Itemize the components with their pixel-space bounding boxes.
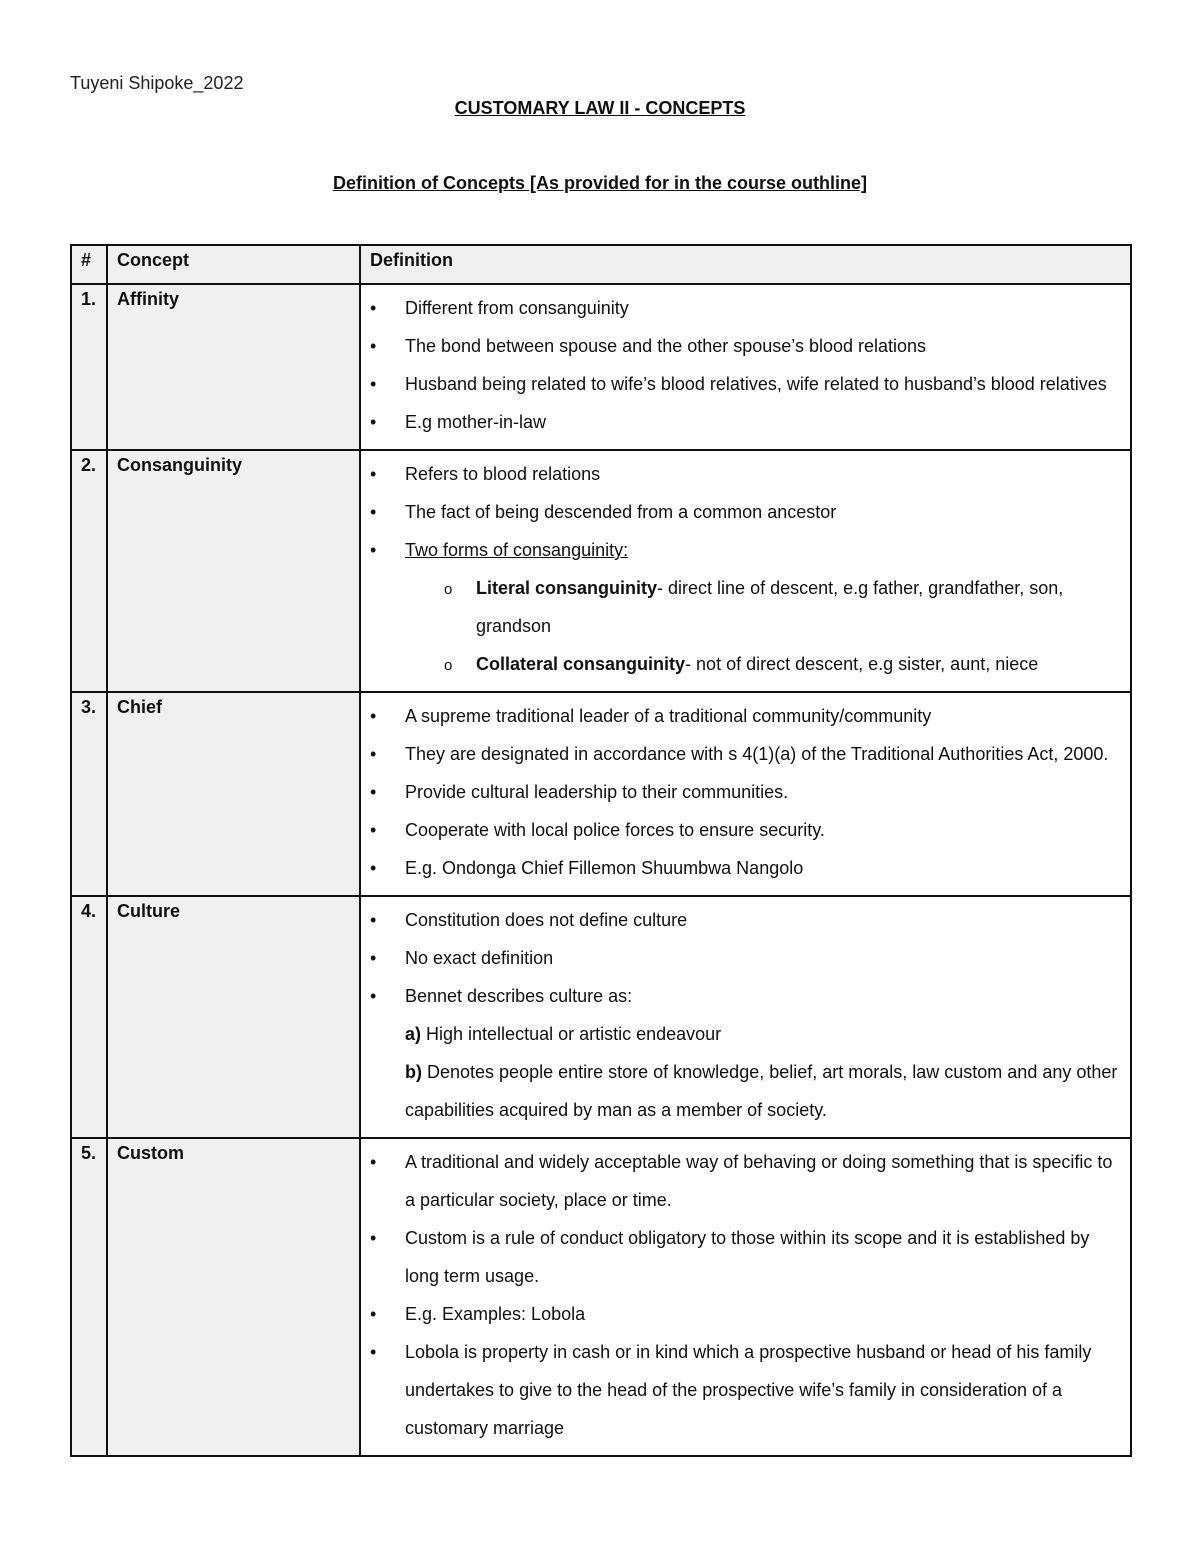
definition-item: • Different from consanguinity (361, 289, 1130, 327)
definition-item: • A traditional and widely acceptable way of behaving or doing something that is specific to a particular society, place or time. (361, 1143, 1130, 1219)
header-number: # (71, 245, 107, 284)
definition-list (361, 451, 1130, 691)
item-text: High intellectual or artistic endeavour (421, 1024, 722, 1044)
definition-item: • Refers to blood relations (361, 455, 1130, 493)
definition-item: • No exact definition (361, 939, 1130, 977)
table-row-consanguinity (71, 450, 1131, 692)
lettered-item (361, 1053, 1130, 1129)
sub-text: - direct line of descent, e.g father, grandfather, son, grandson (476, 578, 1064, 636)
table-row-chief (71, 692, 1131, 896)
concept-name: Chief (117, 697, 162, 717)
concept-name: Custom (117, 1143, 184, 1163)
definition-item: • Provide cultural leadership to their communities. (361, 773, 1130, 811)
document-title: CUSTOMARY LAW II - CONCEPTS (454, 98, 746, 118)
item-text: Denotes people entire store of knowledge, belief, art morals, law custom and any other capabilities acquired by man as a member of society. (405, 1062, 1118, 1120)
item-letter: b) (405, 1062, 422, 1082)
definition-item: • Custom is a rule of conduct obligatory to those within its scope and it is established by long term usage. (361, 1219, 1130, 1295)
definition-item: • The fact of being descended from a common ancestor (361, 493, 1130, 531)
sub-definition-item (361, 569, 1130, 645)
underlined-heading: Two forms of consanguinity: (405, 540, 629, 560)
row-number: 2. (81, 455, 97, 475)
row-number: 1. (81, 289, 97, 309)
definition-item: • E.g. Examples: Lobola (361, 1295, 1130, 1333)
sub-text: - not of direct descent, e.g sister, aunt, niece (685, 654, 1039, 674)
definition-item: • Constitution does not define culture (361, 901, 1130, 939)
definition-item: • Lobola is property in cash or in kind which a prospective husband or head of his family undertakes to give to the head of the prospective wife’s family in consideration of a customary marriage (361, 1333, 1130, 1447)
table-row-custom (71, 1138, 1131, 1456)
sub-term: Collateral consanguinity (476, 654, 686, 674)
header-concept: Concept (107, 245, 360, 284)
definition-list (361, 693, 1130, 895)
definition-item: • Bennet describes culture as: (361, 977, 1130, 1015)
definition-item: • E.g mother-in-law (361, 403, 1130, 441)
definition-item: • Husband being related to wife’s blood relatives, wife related to husband’s blood relatives (361, 365, 1130, 403)
table-row-culture (71, 896, 1131, 1138)
definition-item: • E.g. Ondonga Chief Fillemon Shuumbwa Nangolo (361, 849, 1130, 887)
sub-term: Literal consanguinity (476, 578, 658, 598)
concept-name: Affinity (117, 289, 179, 309)
table-row-affinity (71, 284, 1131, 450)
concept-name: Culture (117, 901, 180, 921)
row-number: 3. (81, 697, 97, 717)
concepts-table (70, 244, 1132, 1457)
concept-name: Consanguinity (117, 455, 242, 475)
document-subtitle: Definition of Concepts [As provided for in the course outhline] (332, 173, 867, 193)
definition-item: • Cooperate with local police forces to ensure security. (361, 811, 1130, 849)
lettered-item (361, 1015, 1130, 1053)
row-number: 4. (81, 901, 97, 921)
definition-list (361, 285, 1130, 449)
table-header-row (71, 245, 1131, 284)
definition-list (361, 897, 1130, 1137)
definition-item: • They are designated in accordance with s 4(1)(a) of the Traditional Authorities Act, 2000. (361, 735, 1130, 773)
definition-item: • The bond between spouse and the other spouse’s blood relations (361, 327, 1130, 365)
row-number: 5. (81, 1143, 97, 1163)
sub-definition-item (361, 645, 1130, 683)
definition-list (361, 1139, 1130, 1455)
definition-item (361, 531, 1130, 569)
author-name: Tuyeni Shipoke_2022 (70, 73, 244, 93)
item-letter: a) (405, 1024, 422, 1044)
header-definition: Definition (360, 245, 1131, 284)
definition-item: • A supreme traditional leader of a traditional community/community (361, 697, 1130, 735)
